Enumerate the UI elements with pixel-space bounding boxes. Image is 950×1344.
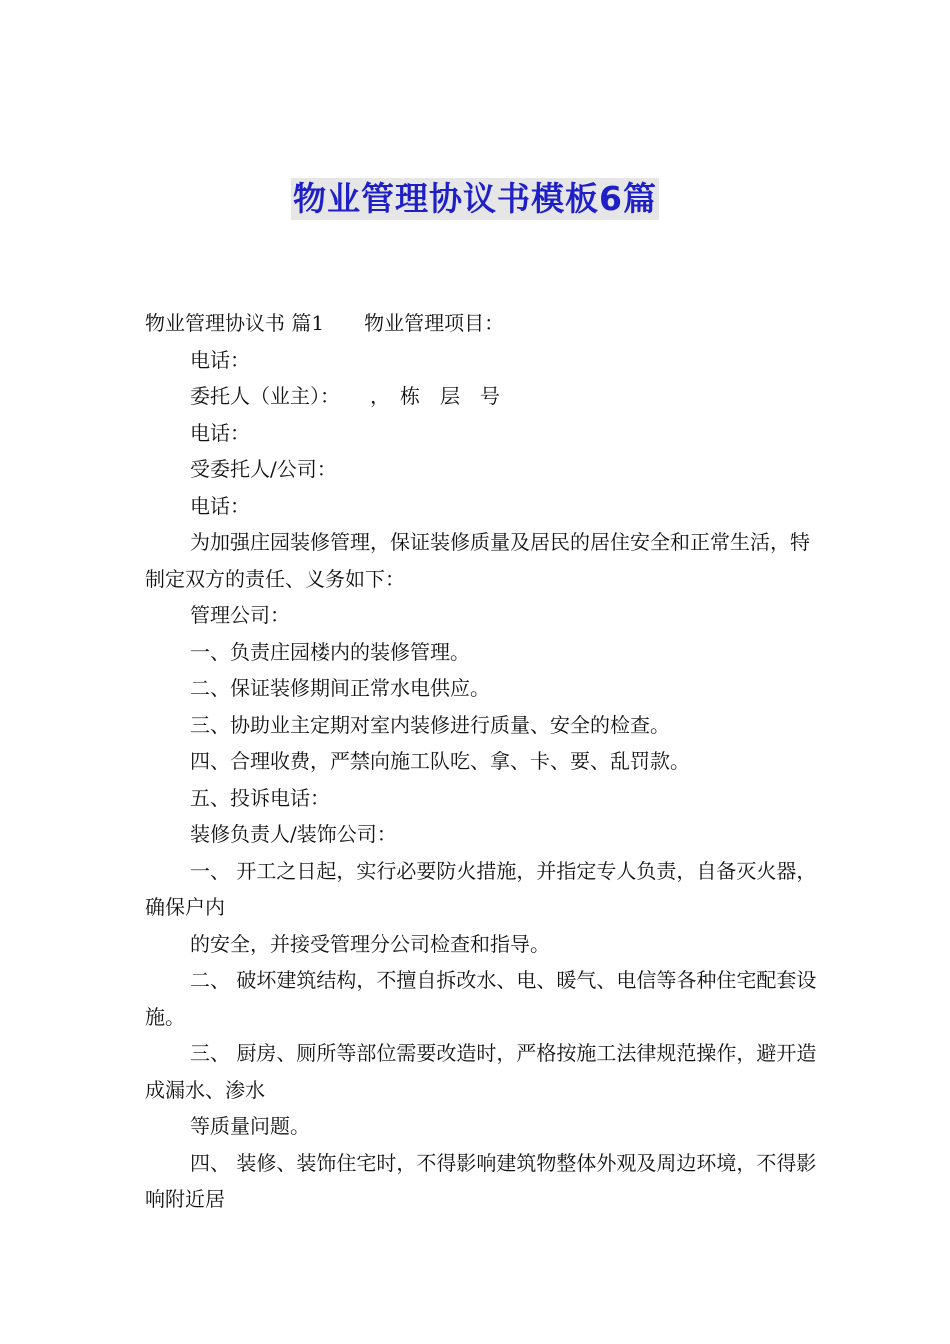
- paragraph-line: 物业管理协议书 篇1 物业管理项目：: [145, 311, 505, 335]
- paragraph-line: 的安全，并接受管理分公司检查和指导。: [190, 931, 550, 956]
- paragraph-line: 三、协助业主定期对室内装修进行质量、安全的检查。: [190, 712, 670, 737]
- paragraph-line: 二、 破坏建筑结构，不擅自拆改水、电、暖气、电信等各种住宅配套设施。: [145, 968, 817, 1029]
- paragraph-line: 二、保证装修期间正常水电供应。: [190, 676, 490, 700]
- paragraph-line: 五、投诉电话：: [190, 785, 330, 810]
- paragraph-line: 一、 开工之日起，实行必要防火措施，并指定专人负责，自备灭火器，确保户内: [145, 858, 817, 919]
- document-body: [145, 305, 825, 1218]
- paragraph-line: 四、 装修、装饰住宅时，不得影响建筑物整体外观及周边环境，不得影响附近居: [145, 1150, 817, 1211]
- paragraph-line: 委托人（业主）： ， 栋 层 号: [190, 384, 500, 408]
- title-wrapper: [0, 178, 950, 220]
- paragraph-line: 电话：: [190, 347, 250, 372]
- paragraph-line: 装修负责人/装饰公司：: [190, 822, 397, 846]
- paragraph-line: 受委托人/公司：: [190, 457, 337, 481]
- paragraph-line: 三、 厨房、厕所等部位需要改造时，严格按施工法律规范操作，避开造成漏水、渗水: [145, 1041, 817, 1102]
- paragraph-line: 等质量问题。: [190, 1114, 310, 1138]
- document-title: 物业管理协议书模板6篇: [293, 179, 657, 218]
- paragraph-line: 为加强庄园装修管理，保证装修质量及居民的居住安全和正常生活，特制定双方的责任、义务如下：: [145, 530, 810, 591]
- paragraph-line: 四、合理收费，严禁向施工队吃、拿、卡、要、乱罚款。: [190, 749, 690, 773]
- paragraph-line: 一、负责庄园楼内的装修管理。: [190, 639, 470, 664]
- paragraph-line: 电话：: [190, 420, 250, 445]
- paragraph-line: 电话：: [190, 493, 250, 518]
- paragraph-line: 管理公司：: [190, 603, 290, 627]
